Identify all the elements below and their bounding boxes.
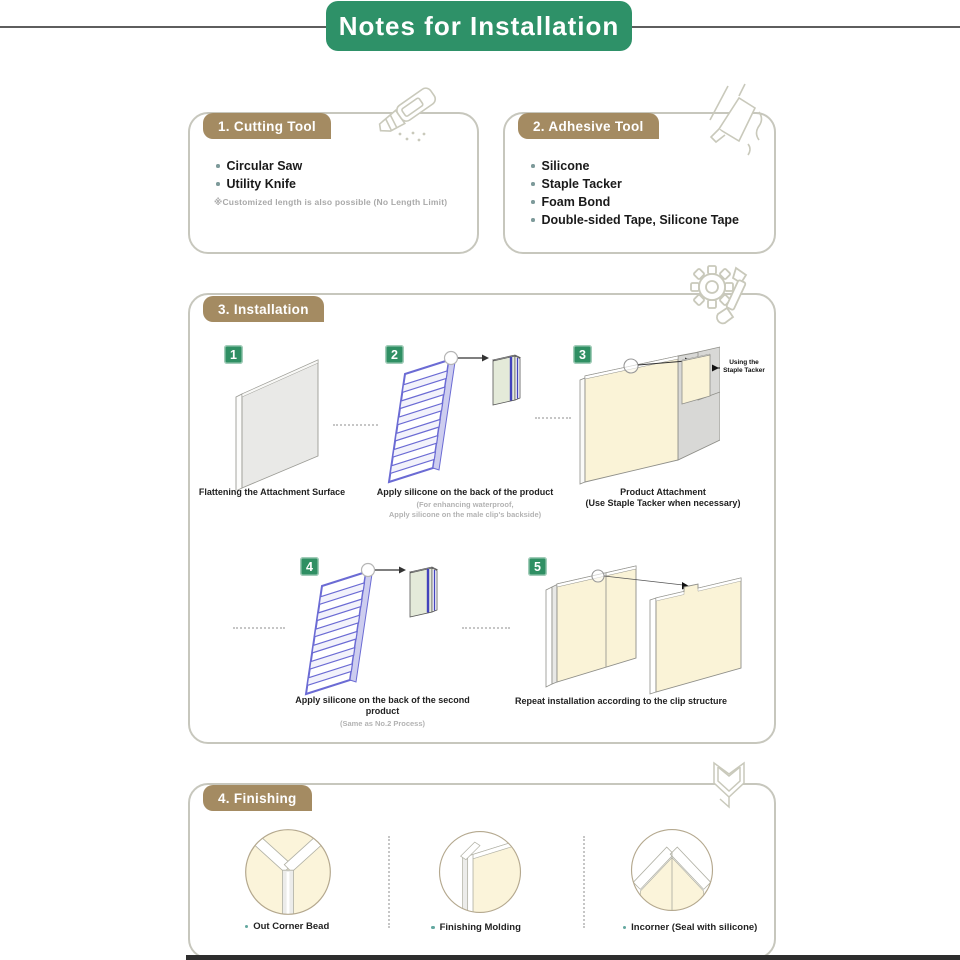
connector-dots <box>233 627 285 629</box>
bullet-icon <box>216 164 220 168</box>
finishing-item <box>590 922 790 933</box>
finishing-molding-diagram <box>436 828 524 916</box>
caption-text: Apply silicone on the back of the product <box>376 487 554 497</box>
annotation-line1: Using the <box>729 359 759 366</box>
step1-caption <box>190 487 354 498</box>
list-item-label: Double-sided Tape, Silicone Tape <box>541 213 739 227</box>
list-item-label: Utility Knife <box>226 177 296 191</box>
gear-wrench-icon <box>686 262 758 330</box>
installation-header: 3. Installation <box>203 296 324 322</box>
length-note: ※Customized length is also possible (No Length Limit) <box>214 197 448 207</box>
list-item <box>216 175 302 193</box>
step4-caption <box>280 695 485 729</box>
title-rule-left <box>0 26 328 28</box>
list-item-label: Foam Bond <box>541 195 611 209</box>
finishing-item-label: Incorner (Seal with silicone) <box>631 922 758 933</box>
list-item <box>531 157 739 175</box>
step1-panel-diagram <box>222 348 332 490</box>
list-item <box>531 211 739 229</box>
caption-sub: Apply silicone on the male clip's backside) <box>388 509 542 519</box>
step-badge-4: 4 <box>300 557 319 576</box>
bullet-icon <box>531 218 535 222</box>
step3-caption <box>568 487 758 509</box>
list-item <box>531 175 739 193</box>
caption-sub: (Same as No.2 Process) <box>339 719 426 728</box>
caption-text: Flattening the Attachment Surface <box>198 487 346 497</box>
bullet-icon <box>216 182 220 186</box>
connector-dots <box>333 424 378 426</box>
step2-caption <box>370 487 560 519</box>
bullet-icon <box>531 182 535 186</box>
step-badge-3: 3 <box>573 345 592 364</box>
incorner-diagram <box>628 826 716 914</box>
caption-sub: (For enhancing waterproof, <box>416 500 514 509</box>
list-item-label: Staple Tacker <box>541 177 622 191</box>
step-badge-1: 1 <box>224 345 243 364</box>
page-title: Notes for Installation <box>326 1 632 51</box>
cutting-tool-list <box>216 157 302 193</box>
connector-dots <box>535 417 571 419</box>
step-badge-5: 5 <box>528 557 547 576</box>
list-item-label: Silicone <box>541 159 590 173</box>
bullet-icon <box>531 164 535 168</box>
silicone-tube-icon <box>698 82 768 164</box>
bullet-icon <box>623 926 627 930</box>
utility-knife-icon <box>372 84 446 148</box>
caption-text: Product Attachment <box>620 487 706 497</box>
caption-text2: (Use Staple Tacker when necessary) <box>585 498 741 508</box>
staple-tacker-annotation <box>718 359 770 375</box>
bottom-bar <box>186 955 960 960</box>
out-corner-bead-diagram <box>242 826 334 918</box>
list-item <box>216 157 302 175</box>
bullet-icon <box>245 925 249 929</box>
caption-text: Apply silicone on the back of the second product <box>295 695 470 716</box>
finishing-item-label: Finishing Molding <box>439 922 521 933</box>
finishing-item-label: Out Corner Bead <box>253 921 330 932</box>
connector-dots <box>462 627 510 629</box>
list-item <box>531 193 739 211</box>
step-badge-2: 2 <box>385 345 404 364</box>
annotation-line2: Staple Tacker <box>723 367 765 374</box>
title-rule-right <box>630 26 960 28</box>
step5-caption <box>505 696 737 707</box>
step5-repeat-diagram <box>536 556 756 698</box>
adhesive-tool-header: 2. Adhesive Tool <box>518 113 659 139</box>
corner-molding-icon <box>700 757 758 813</box>
finishing-item <box>396 922 556 933</box>
list-item-label: Circular Saw <box>226 159 303 173</box>
cutting-tool-header: 1. Cutting Tool <box>203 113 331 139</box>
caption-text: Repeat installation according to the clip structure <box>514 696 728 706</box>
bullet-icon <box>431 926 435 930</box>
step4-silicone-diagram <box>292 558 444 700</box>
bullet-icon <box>531 200 535 204</box>
finishing-item <box>207 921 367 932</box>
separator-dots <box>388 836 390 928</box>
step2-silicone-diagram <box>375 346 527 488</box>
separator-dots <box>583 836 585 928</box>
adhesive-tool-list <box>531 157 739 229</box>
finishing-header: 4. Finishing <box>203 785 312 811</box>
